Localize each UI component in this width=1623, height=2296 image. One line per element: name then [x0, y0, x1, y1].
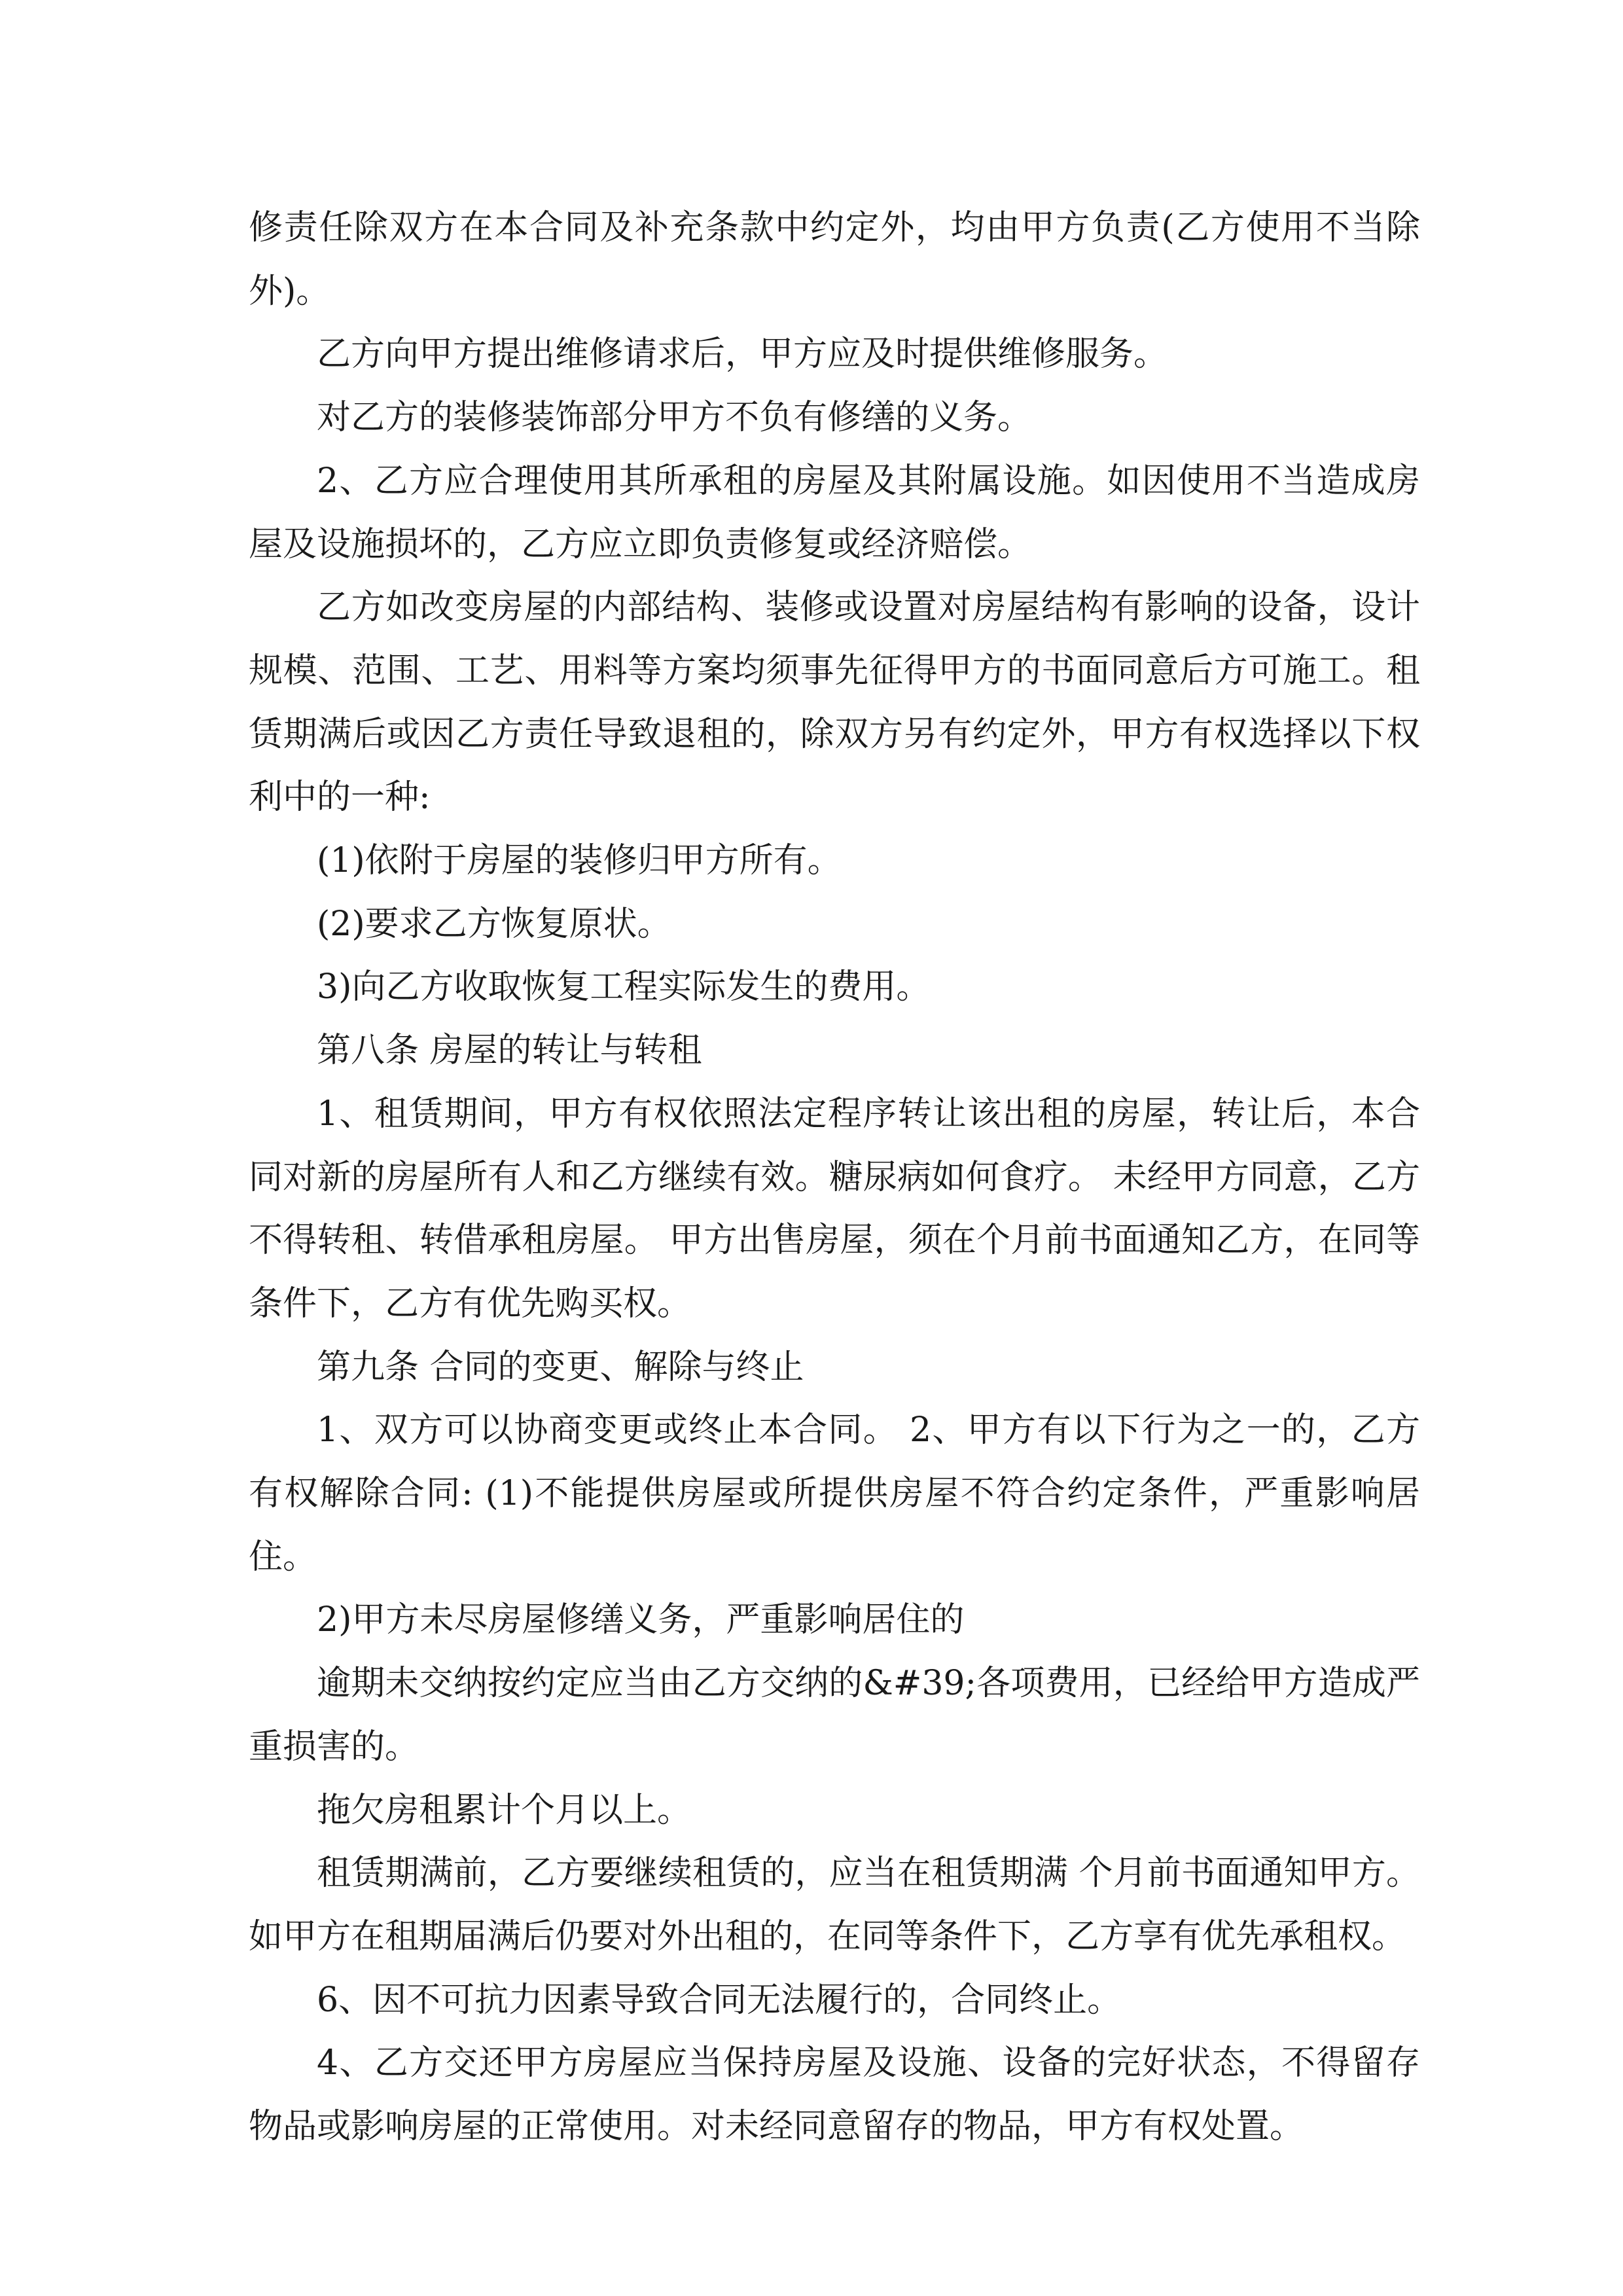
section-heading: 第八条 房屋的转让与转租: [317, 1031, 702, 1071]
list-item: (1)依附于房屋的装修归甲方所有。: [317, 841, 842, 881]
paragraph: 逾期未交纳按约定应当由乙方交纳的&#39;各项费用，已经给甲方造成严重损害的。: [249, 1664, 1420, 1767]
paragraph: 乙方向甲方提出维修请求后，甲方应及时提供维修服务。: [317, 334, 1168, 374]
paragraph: 6、因不可抗力因素导致合同无法履行的，合同终止。: [317, 1980, 1122, 2020]
list-item: (2)要求乙方恢复原状。: [317, 904, 671, 944]
list-item: 3)向乙方收取恢复工程实际发生的费用。: [317, 967, 931, 1007]
paragraph: 修责任除双方在本合同及补充条款中约定外，均由甲方负责(乙方使用不当除外)。: [249, 208, 1420, 311]
paragraph: 1、租赁期间，甲方有权依照法定程序转让该出租的房屋，转让后，本合同对新的房屋所有人和乙方继续有效。糖尿病如何食疗。 未经甲方同意，乙方不得转租、转借承租房屋。 甲方出售房屋，须在个月前书面通知乙方，在同等条件下，乙方有优先购买权。: [249, 1094, 1420, 1323]
paragraph: 租赁期满前，乙方要继续租赁的，应当在租赁期满 个月前书面通知甲方。如甲方在租期届满后仍要对外出租的，在同等条件下，乙方享有优先承租权。: [249, 1854, 1420, 1956]
paragraph: 4、乙方交还甲方房屋应当保持房屋及设施、设备的完好状态，不得留存物品或影响房屋的正常使用。对未经同意留存的物品，甲方有权处置。: [249, 2043, 1420, 2147]
list-item: 2)甲方未尽房屋修缮义务，严重影响居住的: [317, 1600, 965, 1640]
paragraph: 对乙方的装修装饰部分甲方不负有修缮的义务。: [317, 398, 1032, 438]
section-heading: 第九条 合同的变更、解除与终止: [317, 1347, 804, 1387]
paragraph: 乙方如改变房屋的内部结构、装修或设置对房屋结构有影响的设备，设计规模、范围、工艺、用料等方案均须事先征得甲方的书面同意后方可施工。租赁期满后或因乙方责任导致退租的，除双方另有约定外，甲方有权选择以下权利中的一种:: [249, 588, 1420, 817]
paragraph: 2、乙方应合理使用其所承租的房屋及其附属设施。如因使用不当造成房屋及设施损坏的，乙方应立即负责修复或经济赔偿。: [249, 461, 1420, 564]
document-body: [249, 196, 1420, 2159]
paragraph: 1、双方可以协商变更或终止本合同。 2、甲方有以下行为之一的，乙方有权解除合同: (1)不能提供房屋或所提供房屋不符合约定条件，严重影响居住。: [249, 1410, 1420, 1577]
paragraph: 拖欠房租累计个月以上。: [317, 1790, 692, 1830]
